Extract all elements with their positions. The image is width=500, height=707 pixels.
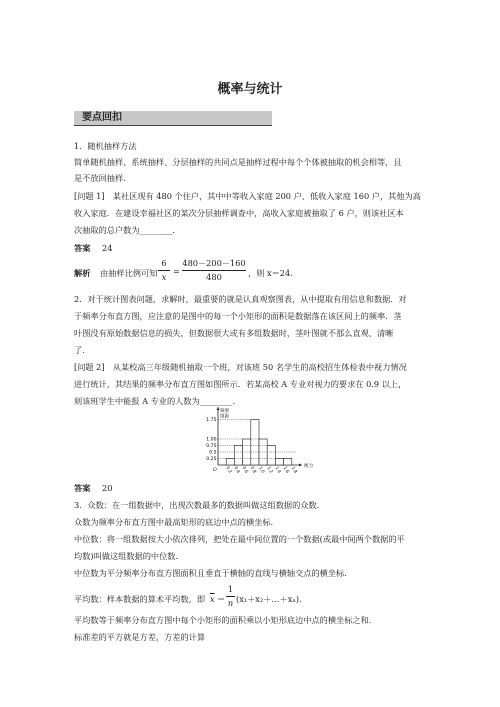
histogram-bar-6	[267, 446, 275, 466]
y-axis-label-unit: 组距	[220, 414, 230, 420]
histogram-chart	[198, 409, 314, 483]
frac1-denominator: x	[161, 272, 167, 282]
mean-frac-denominator: n	[227, 598, 234, 608]
s3-text-a: 3．众数：在一组数据中，出现次数最多的数据叫做这组数据的众数.	[74, 500, 320, 510]
s3-text-g: 标准差的平方就是方差，方差的计算	[74, 632, 206, 642]
x-tick-label-5: 1.0	[258, 465, 266, 474]
mean-frac-numerator: 1	[227, 584, 234, 594]
frac2-bar	[182, 270, 246, 271]
frac2-denominator: 480	[206, 272, 222, 282]
analysis-post: ，则 x＝24.	[248, 268, 293, 278]
x-tick-label-9: 1.8	[290, 465, 299, 474]
s3-text-f: 平均数等于频率分布直方图中每个小矩形的面积乘以小矩形底边中点的横坐标之和.	[74, 615, 372, 625]
s2-text-a: 2．对于统计图表问题，求解时，最重要的就是认真观察图表，从中提取有用信息和数据．对	[74, 294, 407, 304]
answer1-value: 24	[102, 243, 113, 253]
histogram-bar-8	[284, 459, 292, 466]
y-axis-label: 频率	[220, 409, 230, 414]
analysis-equals: =	[173, 266, 180, 276]
x-axis-label: 视力	[303, 464, 314, 469]
y-tick-label-4: 0.5	[209, 450, 217, 456]
frac1-bar	[158, 270, 170, 271]
s2-text-d: 了.	[74, 345, 85, 355]
s2-text-c: 叶图没有原始数据信息的损失，但数据很大或有多组数据时，茎叶图就不那么直观、清晰	[74, 328, 394, 338]
s1-heading: 1．随机抽样方法	[74, 141, 137, 151]
s3-text-d: 均数)叫做这组数据的中位数.	[74, 551, 179, 561]
histogram-bar-2	[234, 446, 242, 466]
mean-xbar: $\overline{x}$	[210, 594, 215, 604]
y-tick-label-3: 0.75	[206, 444, 217, 450]
q2-line-b: 进行统计，其结果的频率分布直方图如图所示．若某高校 A 专业对视力的要求在 0.9 以上，	[74, 379, 407, 389]
analysis-label: 解析	[74, 268, 91, 278]
q2-line-c: 则该班学生中能报 A 专业的人数为________.	[74, 396, 236, 406]
s3-text-e: 中位数为平分频率分布直方图面积且垂直于横轴的直线与横轴交点的横坐标.	[74, 568, 347, 578]
analysis-pre: 由抽样比例可知	[100, 268, 158, 278]
histogram-bar-4	[251, 420, 259, 466]
q1-line-c: 次抽取的总户数为________.	[74, 225, 175, 235]
mean-eq: ＝	[217, 594, 226, 604]
y-tick-label-1: 1.75	[206, 418, 217, 424]
section-header-label: 要点回扣	[82, 112, 122, 123]
y-tick-label-2: 1.00	[206, 437, 217, 443]
s1-text-a: 简单随机抽样、系统抽样、分层抽样的共同点是抽样过程中每个个体被抽取的机会相等，且	[74, 157, 402, 167]
s2-text-b: 于频率分布直方图，应注意的是图中的每一个小矩形的面积是数据落在该区间上的频率．茎	[74, 311, 402, 321]
y-tick-label-5: 0.25	[206, 457, 217, 463]
x-tick-label-8: 1.6	[282, 465, 291, 474]
x-tick-label-1: 0.2	[225, 465, 234, 474]
q1-line-b: 收入家庭．在建设幸福社区的某次分层抽样调查中，高收入家庭被抽取了 6 户，则该社区本	[74, 208, 404, 218]
mean-frac-bar	[226, 596, 235, 597]
q1-line-a: [问题 1] 某社区现有 480 个住户，其中中等收入家庭 200 户、低收入家庭 160 户，其他为高	[74, 191, 421, 201]
q2-line-a: [问题 2] 从某校高三年级随机抽取一个班，对该班 50 名学生的高校招生体检表中视力情况	[74, 362, 407, 372]
section-header	[74, 111, 272, 126]
x-axis-arrow	[299, 464, 302, 467]
answer1-label: 答案	[74, 243, 91, 253]
x-tick-label-3: 0.6	[241, 465, 250, 474]
x-tick-label-7: 1.4	[274, 465, 283, 474]
page-title: 概率与统计	[217, 82, 283, 97]
s3-text-c: 中位数：将一组数据按大小依次排列，把处在最中间位置的一个数据(或最中间两个数据的平	[74, 534, 405, 544]
origin-label: O	[213, 468, 217, 473]
x-tick-label-6: 1.2	[266, 465, 275, 474]
histogram-svg	[198, 409, 314, 483]
x-tick-label-4: 0.8	[249, 465, 258, 474]
mean-post: (x₁＋x₂＋…＋xₙ).	[236, 594, 302, 604]
frac2-numerator: 480－200－160	[182, 258, 246, 268]
mean-pre: 平均数：样本数据的算术平均数，即	[74, 594, 206, 604]
s3-text-b: 众数为频率分布直方图中最高矩形的底边中点的横坐标.	[74, 517, 274, 527]
histogram-bar-7	[275, 459, 283, 466]
frac1-numerator: 6	[161, 258, 167, 268]
x-tick-label-2: 0.4	[233, 465, 242, 474]
answer2-label: 答案	[74, 483, 91, 493]
answer2-value: 20	[102, 483, 113, 493]
histogram-bar-1	[226, 459, 234, 466]
s1-text-b: 是不放回抽样.	[74, 173, 126, 183]
